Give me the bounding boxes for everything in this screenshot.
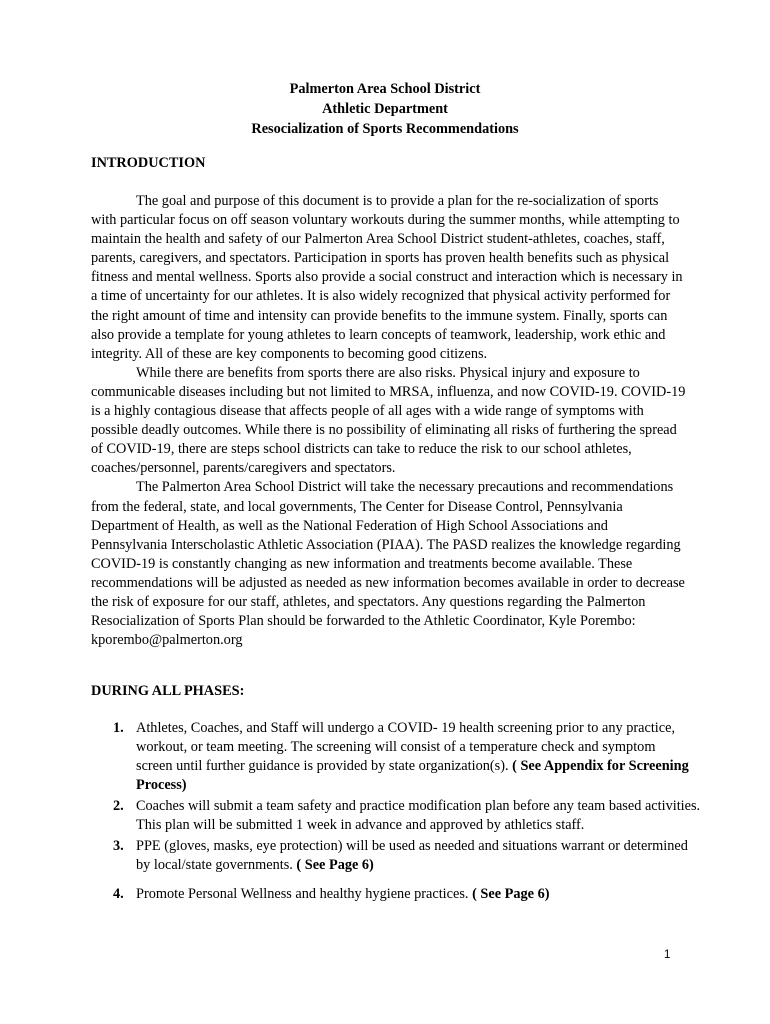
introduction-heading: INTRODUCTION <box>91 155 206 171</box>
list-item <box>91 719 691 795</box>
list-item <box>91 885 726 904</box>
list-item <box>91 837 691 875</box>
list-item-number: 2. <box>113 798 124 814</box>
list-item <box>91 797 726 835</box>
page-number: 1 <box>664 949 671 961</box>
list-item-text: Athletes, Coaches, and Staff will undergo a COVID- 19 health screening prior to any practice, workout, or team meeting. The screening will consist of a temperature check and symptom screen until further guidance is provided by state organization(s). <box>136 720 676 775</box>
list-item-reference: ( See Page 6) <box>296 857 374 874</box>
list-item-number: 4. <box>113 886 124 902</box>
introduction-body <box>91 192 686 650</box>
document-header <box>0 79 770 139</box>
department-name: Athletic Department <box>322 101 448 117</box>
list-item-text: Coaches will submit a team safety and practice modification plan before any team based activities. This plan will be submitted 1 week in advance and approved by athletics staff. <box>136 798 701 834</box>
list-item-text: Promote Personal Wellness and healthy hygiene practices. <box>136 886 473 902</box>
intro-paragraph-1: The goal and purpose of this document is to provide a plan for the re-socialization of sports with particular focus on off season voluntary workouts during the summer months, while attempting to maintain the health and safety of our Palmerton Area School District student-athletes, coaches, staff, parents, caregivers, and spectators. Participation in sports has proven health benefits such as physical fitness and mental wellness. Sports also provide a social construct and interaction which is necessary in a time of uncertainty for our athletes. It is also widely recognized that physical activity performed for the right amount of time and intensity can provide benefits to the immune system. Finally, sports can also provide a template for young athletes to learn concepts of teamwork, leadership, work ethic and integrity. All of these are key components to becoming good citizens. <box>91 193 683 362</box>
phases-heading: DURING ALL PHASES: <box>91 683 245 699</box>
intro-paragraph-2: While there are benefits from sports there are also risks. Physical injury and exposure to communicable diseases including but not limited to MRSA, influenza, and now COVID-19. COVID-19 is a highly contagious disease that affects people of all ages with a wide range of symptoms with possible deadly outcomes. While there is no possibility of eliminating all risks of furthering the spread of COVID-19, there are steps school districts can take to reduce the risk to our school athletes, coaches/personnel, parents/caregivers and spectators. <box>91 364 686 477</box>
list-item-reference: ( See Page 6) <box>472 886 550 902</box>
list-item-reference: ( See Appendix for Screening Process) <box>136 758 689 794</box>
list-item-text: PPE (gloves, masks, eye protection) will be used as needed and situations warrant or determined by local/state governments. <box>136 838 688 874</box>
list-item-number: 1. <box>113 720 124 736</box>
district-name: Palmerton Area School District <box>289 81 481 97</box>
list-item-number: 3. <box>113 838 124 854</box>
document-title: Resocialization of Sports Recommendations <box>251 121 519 137</box>
intro-paragraph-3: The Palmerton Area School District will take the necessary precautions and recommendations from the federal, state, and local governments, The Center for Disease Control, Pennsylvania Department of Health, as well as the National Federation of High School Associations and Pennsylvania Interscholastic Athletic Association (PIAA). The PASD realizes the knowledge regarding COVID-19 is constantly changing as new information and treatments become available. These recommendations will be adjusted as needed as new information becomes available in order to decrease the risk of exposure for our staff, athletes, and spectators. Any questions regarding the Palmerton Resocialization of Sports Plan should be forwarded to the Athletic Coordinator, Kyle Porembo: kporembo@palmerton.org <box>91 479 685 649</box>
